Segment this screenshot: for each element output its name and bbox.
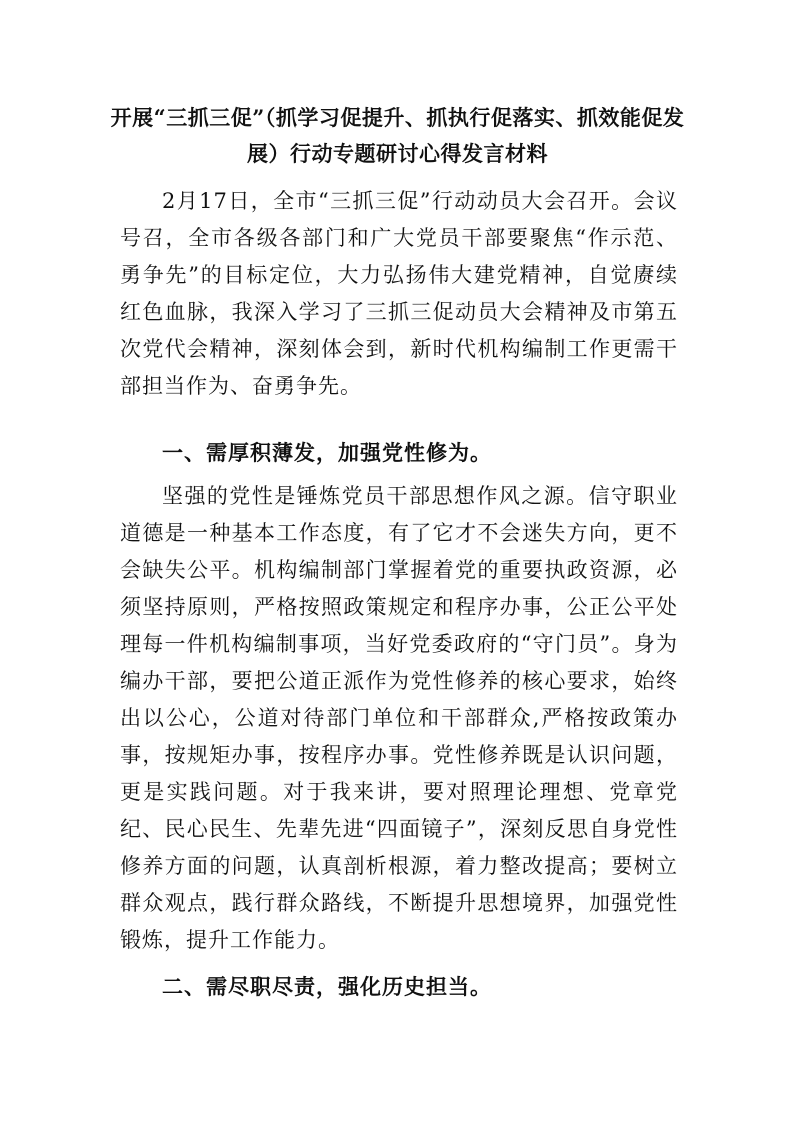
section-heading-1: 一、需厚积薄发，加强党性修为。: [162, 440, 492, 465]
intro-paragraph: 2月17日，全市“三抓三促”行动动员大会召开。会议号召，全市各级各部门和广大党员干部要聚焦“作示范、勇争先”的目标定位，大力弘扬伟大建党精神，自觉赓续红色血脉，我深入学习了三抓三促动员大会精神及市第五次党代会精神，深刻体会到，新时代机构编制工作更需干部担当作为、奋勇争先。: [120, 189, 678, 398]
document-title: 开展“三抓三促”（抓学习促提升、抓执行促落实、抓效能促发展）行动专题研讨心得发言材料: [110, 105, 685, 166]
section-1-paragraph: 坚强的党性是锤炼党员干部思想作风之源。信守职业道德是一种基本工作态度，有了它才不会迷失方向，更不会缺失公平。机构编制部门掌握着党的重要执政资源，必须坚持原则，严格按照政策规定和程序办事，公正公平处理每一件机构编制事项，当好党委政府的“守门员”。身为编办干部，要把公道正派作为党性修养的核心要求，始终出以公心，公道对待部门单位和干部群众,严格按政策办事，按规矩办事，按程序办事。党性修养既是认识问题，更是实践问题。对于我来讲，要对照理论理想、党章党纪、民心民生、先辈先进“四面镜子”，深刻反思自身党性修养方面的问题，认真剖析根源，着力整改提高；要树立群众观点，践行群众路线，不断提升思想境界，加强党性锻炼，提升工作能力。: [120, 484, 678, 952]
section-heading-2: 二、需尽职尽责，强化历史担当。: [162, 974, 492, 999]
